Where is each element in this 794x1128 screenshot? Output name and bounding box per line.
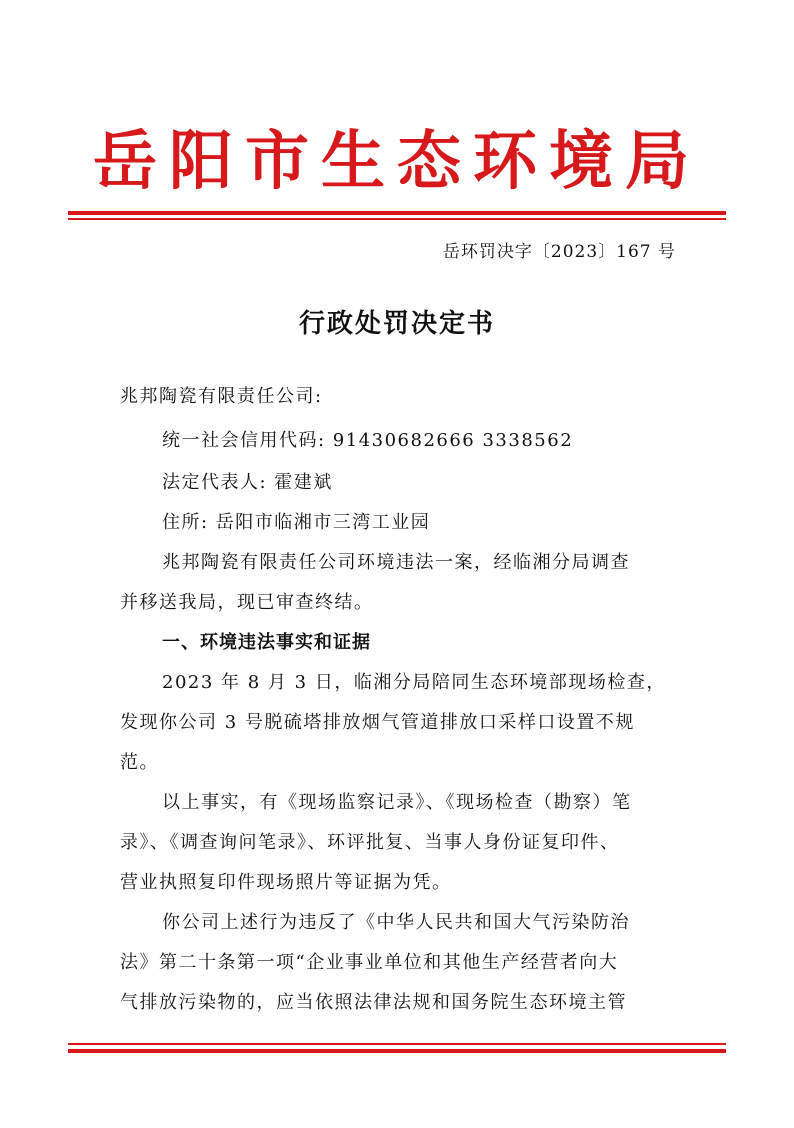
header-rule-thick [68,211,726,215]
address: 住所: 岳阳市临湘市三湾工业园 [162,512,431,533]
intro-line-2: 并移送我局，现已审查终结。 [120,592,374,613]
header-rule-thin [68,218,726,220]
document-number: 岳环罚决字〔2023〕167 号 [442,242,676,262]
violation-line-1: 你公司上述行为违反了《中华人民共和国大气污染防治 [162,912,630,933]
fact-line-1: 2023 年 8 月 3 日，临湘分局陪同生态环境部现场检查， [162,672,666,693]
intro-line-1: 兆邦陶瓷有限责任公司环境违法一案，经临湘分局调查 [162,552,630,573]
legal-representative: 法定代表人: 霍建斌 [162,472,333,493]
violation-line-2: 法》第二十条第一项“企业事业单位和其他生产经营者向大 [120,952,619,973]
fact-line-3: 范。 [120,752,159,773]
evidence-line-2: 录》、《调查询问笔录》、环评批复、当事人身份证复印件、 [120,832,620,853]
fact-line-2: 发现你公司 3 号脱硫塔排放烟气管道排放口采样口设置不规 [120,712,635,733]
evidence-line-1: 以上事实，有《现场监察记录》、《现场检查（勘察）笔 [162,792,632,813]
recipient: 兆邦陶瓷有限责任公司: [120,386,323,407]
evidence-line-3: 营业执照复印件现场照片等证据为凭。 [120,872,452,893]
section-1-heading: 一、环境违法事实和证据 [162,632,371,653]
document-title: 行政处罚决定书 [298,309,495,339]
footer-rule-thin [68,1043,726,1045]
credit-code: 统一社会信用代码: 91430682666 3338562 [162,430,574,451]
agency-letterhead: 岳阳市生态环境局 [93,124,701,199]
footer-rule-thick [68,1049,726,1053]
violation-line-3: 气排放污染物的，应当依照法律法规和国务院生态环境主管 [120,992,627,1013]
